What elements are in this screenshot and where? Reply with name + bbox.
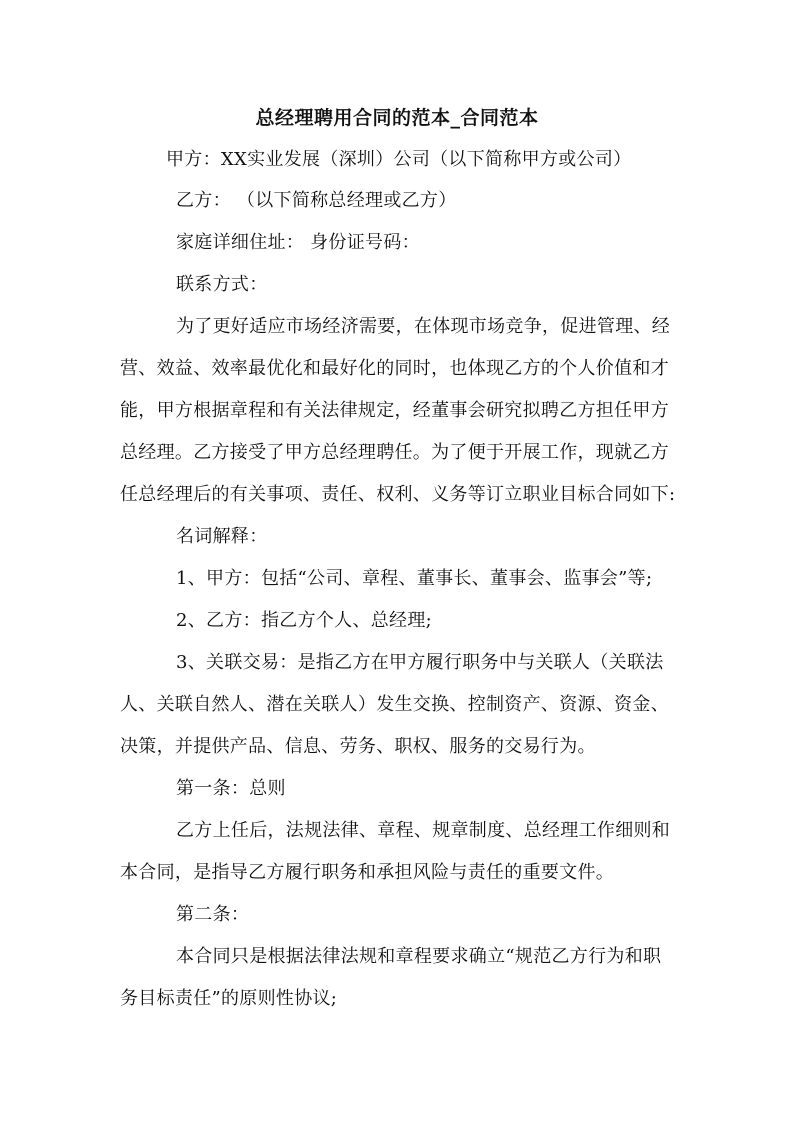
definition-item: 3、关联交易：是指乙方在甲方履行职务中与关联人（关联法 — [176, 652, 664, 673]
definition-item-continued: 决策，并提供产品、信息、劳务、职权、服务的交易行为。 — [120, 736, 596, 757]
article-heading: 第二条： — [176, 904, 250, 925]
paragraph-line: 务目标责任”的原则性协议; — [120, 988, 338, 1009]
paragraph-line: 能，甲方根据章程和有关法律规定，经董事会研究拟聘乙方担任甲方 — [120, 400, 669, 421]
document-title: 总经理聘用合同的范本_合同范本 — [255, 107, 539, 129]
paragraph-line: 为了更好适应市场经济需要，在体现市场竞争，促进管理、经 — [176, 316, 671, 337]
article-heading: 第一条：总则 — [176, 778, 286, 799]
paragraph-line: 乙方上任后，法规法律、章程、规章制度、总经理工作细则和 — [176, 820, 671, 841]
party-b-line: 乙方： （以下简称总经理或乙方） — [176, 190, 457, 211]
paragraph-line: 营、效益、效率最优化和最好化的同时，也体现乙方的个人价值和才 — [120, 358, 669, 379]
section-heading: 名词解释： — [176, 526, 268, 547]
party-a-line: 甲方：XX实业发展（深圳）公司（以下简称甲方或公司） — [166, 149, 632, 170]
definition-item: 1、甲方：包括“公司、章程、董事长、董事会、监事会”等; — [176, 568, 653, 589]
definition-item: 2、乙方：指乙方个人、总经理; — [176, 610, 433, 631]
definition-item-continued: 人、关联自然人、潜在关联人）发生交换、控制资产、资源、资金、 — [120, 694, 669, 715]
paragraph-line: 本合同，是指导乙方履行职务和承担风险与责任的重要文件。 — [120, 862, 615, 883]
contact-line: 联系方式： — [176, 274, 268, 295]
paragraph-line: 本合同只是根据法律法规和章程要求确立“规范乙方行为和职 — [176, 946, 662, 967]
address-id-line: 家庭详细住址： 身份证号码： — [176, 232, 420, 253]
paragraph-line: 任总经理后的有关事项、责任、权利、义务等订立职业目标合同如下: — [120, 484, 676, 505]
paragraph-line: 总经理。乙方接受了甲方总经理聘任。为了便于开展工作，现就乙方 — [120, 442, 669, 463]
